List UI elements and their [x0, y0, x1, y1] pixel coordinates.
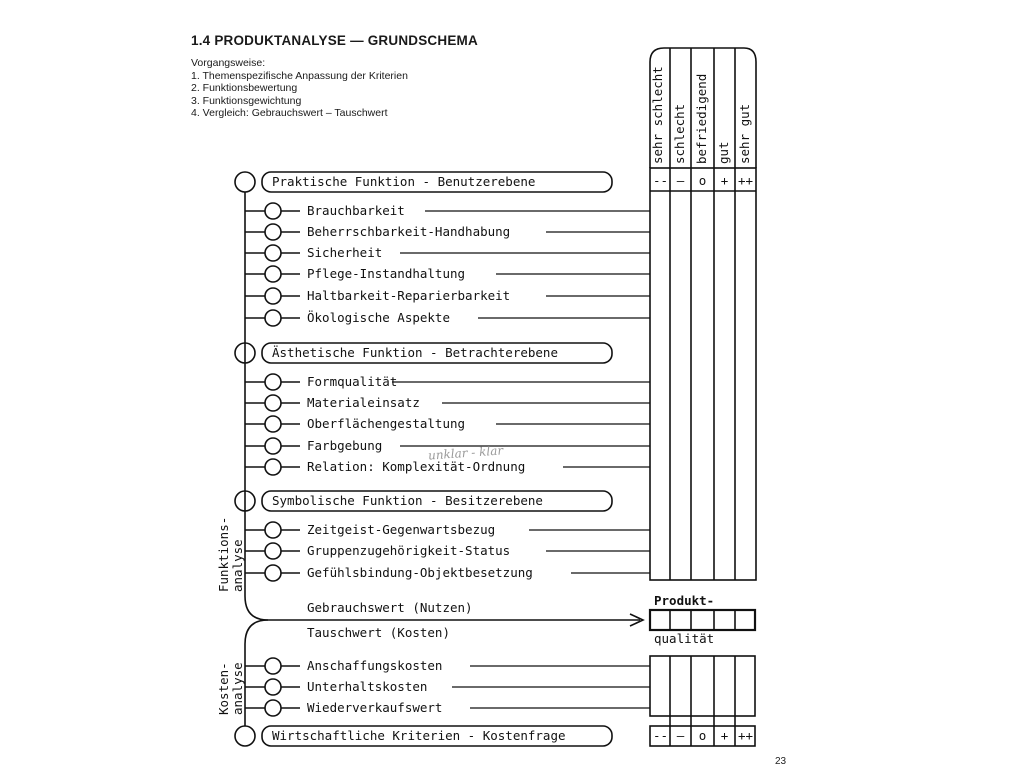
- function-analysis-label: Funktions-: [216, 516, 231, 592]
- rating-column-header: befriedigend: [694, 73, 709, 164]
- procedure-step: 3. Funktionsgewichtung: [191, 94, 302, 107]
- rating-grid-upper: [650, 168, 756, 580]
- product-quality-label: qualität: [654, 631, 715, 646]
- criterion-item: Pflege-Instandhaltung: [307, 266, 466, 281]
- use-value-label: Gebrauchswert (Nutzen): [307, 600, 473, 615]
- rating-symbol: ++: [737, 728, 754, 743]
- criterion-item: Beherrschbarkeit-Handhabung: [307, 224, 511, 239]
- criterion-item: Gefühlsbindung-Objektbesetzung: [307, 565, 533, 580]
- rating-symbol: --: [652, 728, 669, 743]
- group-heading-aesthetic: Ästhetische Funktion - Betrachterebene: [272, 345, 558, 360]
- group-heading-cost: Wirtschaftliche Kriterien - Kostenfrage: [272, 728, 566, 743]
- rating-symbol: ++: [737, 173, 754, 188]
- rating-symbol: –: [676, 728, 685, 743]
- rating-column-header: sehr schlecht: [650, 66, 665, 164]
- function-analysis-label: analyse: [230, 539, 245, 592]
- criterion-item: Materialeinsatz: [307, 395, 420, 410]
- product-quality-label: Produkt-: [654, 593, 715, 608]
- procedure-step: 1. Themenspezifische Anpassung der Kriterien: [191, 69, 408, 82]
- group-heading-symbolic: Symbolische Funktion - Besitzerebene: [272, 493, 543, 508]
- item-circles: [265, 203, 281, 716]
- cost-analysis-label: Kosten-: [216, 662, 231, 715]
- group-node-circle: [235, 726, 255, 746]
- cost-analysis-label: analyse: [230, 662, 245, 715]
- criterion-item: Relation: Komplexität-Ordnung: [307, 459, 526, 474]
- rating-symbol: –: [676, 173, 685, 188]
- criterion-item: Sicherheit: [307, 245, 383, 260]
- rating-symbol: +: [720, 173, 729, 188]
- criterion-item: Zeitgeist-Gegenwartsbezug: [307, 522, 496, 537]
- rating-column-header: sehr gut: [737, 103, 752, 164]
- page-title: 1.4 PRODUKTANALYSE — GRUNDSCHEMA: [191, 33, 478, 48]
- exchange-value-label: Tauschwert (Kosten): [307, 625, 450, 640]
- rating-column-header: schlecht: [672, 103, 687, 164]
- criterion-item: Ökologische Aspekte: [307, 310, 450, 325]
- criterion-item: Gruppenzugehörigkeit-Status: [307, 543, 511, 558]
- criterion-item: Oberflächengestaltung: [307, 416, 466, 431]
- criterion-item: Farbgebung: [307, 438, 383, 453]
- page-number: 23: [775, 756, 787, 767]
- group-heading-practical: Praktische Funktion - Benutzerebene: [272, 174, 536, 189]
- procedure-step: 2. Funktionsbewertung: [191, 82, 298, 94]
- procedure-step: 4. Vergleich: Gebrauchswert – Tauschwert: [191, 107, 388, 119]
- criterion-item: Formqualität: [307, 374, 398, 389]
- rating-column-header: gut: [716, 141, 731, 164]
- product-quality-box: [650, 610, 755, 630]
- cost-item: Unterhaltskosten: [307, 679, 428, 694]
- cost-item: Wiederverkaufswert: [307, 700, 443, 715]
- cost-item: Anschaffungskosten: [307, 658, 443, 673]
- rating-symbol: o: [698, 173, 707, 188]
- criterion-item: Haltbarkeit-Reparierbarkeit: [307, 288, 511, 303]
- rating-symbol: --: [652, 173, 669, 188]
- handwritten-note: unklar - klar: [427, 443, 504, 463]
- rating-grid-lower: [650, 656, 755, 716]
- group-node-circle: [235, 172, 255, 192]
- rating-symbol: o: [698, 728, 707, 743]
- rating-symbol: +: [720, 728, 729, 743]
- criterion-item: Brauchbarkeit: [307, 203, 405, 218]
- procedure-heading: Vorgangsweise:: [191, 57, 266, 69]
